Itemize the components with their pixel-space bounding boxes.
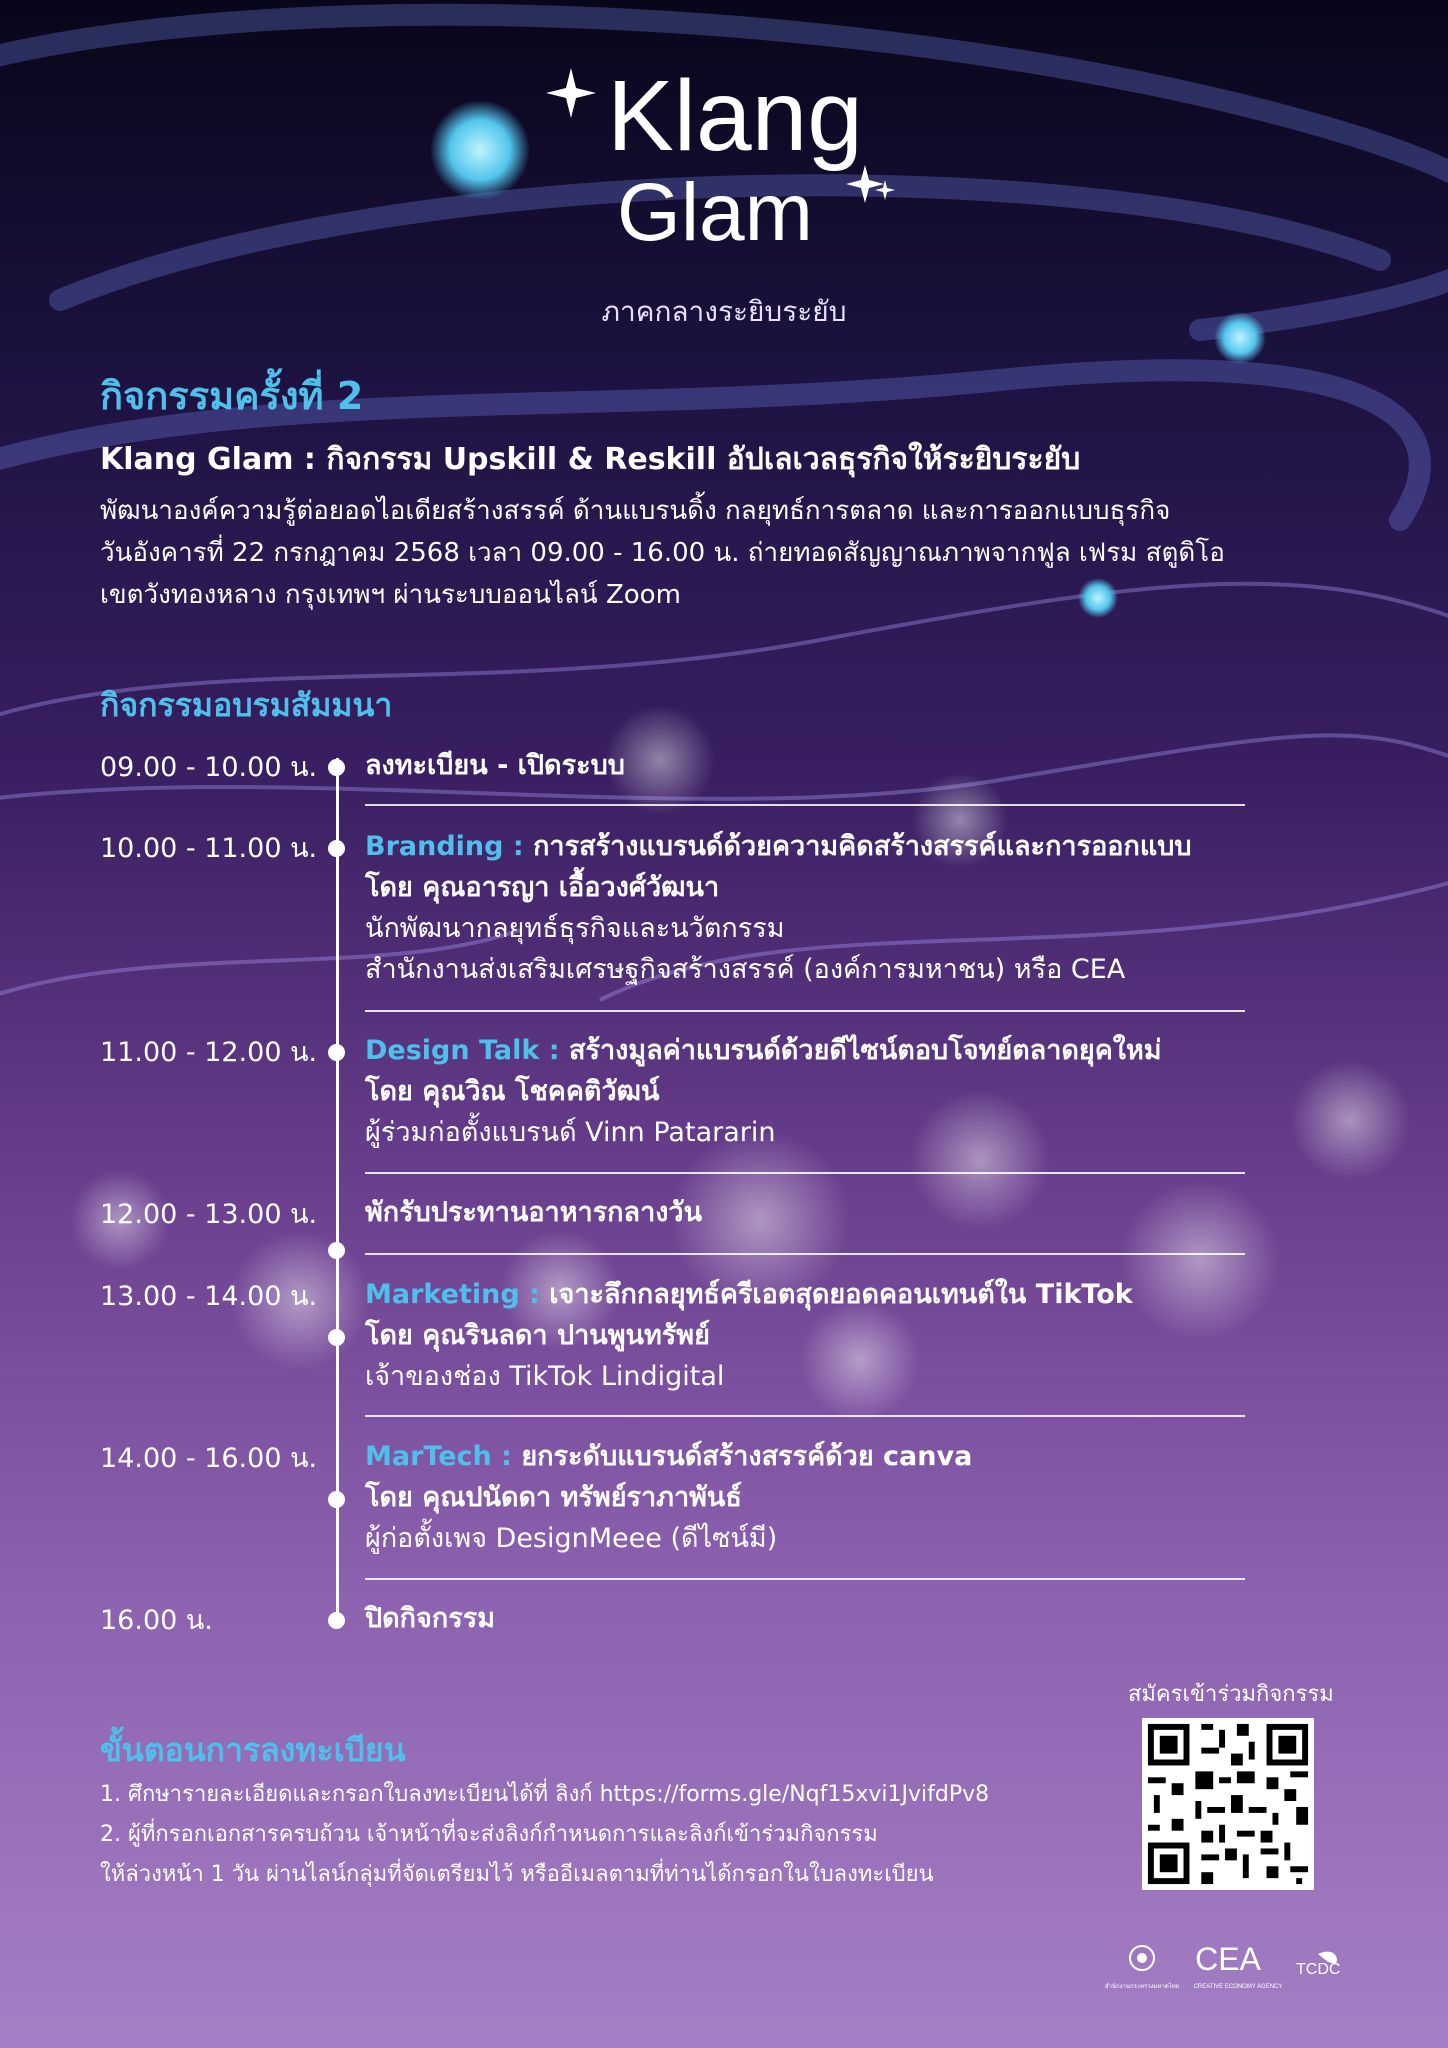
schedule-title: ปิดกิจกรรม [365,1603,495,1634]
schedule-item [100,1598,1350,1678]
divider [365,1253,1245,1255]
speaker-name: โดย คุณอารญา เอื้อวงศ์วัฒนา [365,872,720,903]
description-line: พัฒนาองค์ความรู้ต่อยอดไอเดียสร้างสรรค์ ด้านแบรนดิ้ง กลยุทธ์การตลาด และการออกแบบธุรกิจ [100,496,1171,526]
schedule-title: พักรับประทานอาหารกลางวัน [365,1197,703,1228]
event-round: กิจกรรมครั้งที่ 2 [100,374,364,418]
divider [365,1010,1245,1012]
logo-line2: Glam [617,167,813,258]
svg-text:สำนักงานกระทรวงมหาดไทย: สำนักงานกระทรวงมหาดไทย [1104,1983,1180,1990]
description-line: เขตวังทองหลาง กรุงเทพฯ ผ่านระบบออนไลน์ Zoom [100,580,681,610]
registration-heading: ขั้นตอนการลงทะเบียน [100,1731,406,1769]
schedule-item [100,745,1350,825]
organizer-logos [1104,1930,1350,2010]
svg-text:TCDC: TCDC [1296,1961,1341,1978]
schedule-title: การสร้างแบรนด์ด้วยความคิดสร้างสรรค์และการออกแบบ [533,831,1192,862]
speaker-role: นักพัฒนากลยุทธ์ธุรกิจและนวัตกรรม [365,913,785,944]
schedule-time: 16.00 น. [100,1605,213,1636]
divider [365,1578,1245,1580]
schedule-item [100,1436,1350,1554]
speaker-role: ผู้ก่อตั้งเพจ DesignMeee (ดีไซน์มี) [365,1523,778,1554]
registration-step: ให้ล่วงหน้า 1 วัน ผ่านไลน์กลุ่มที่จัดเตรียมไว้ หรืออีเมลตามที่ท่านได้กรอกในใบลงทะเบียน [100,1862,934,1887]
schedule-item [100,1192,1350,1272]
qr-code[interactable] [1142,1718,1314,1890]
schedule-title: เจาะลึกกลยุทธ์ครีเอตสุดยอดคอนเทนต์ใน TikTok [549,1279,1133,1310]
topic-label: MarTech : [365,1441,522,1472]
schedule-item [100,1030,1350,1148]
timeline-dot [328,1612,345,1629]
divider [365,1415,1245,1417]
qr-label: สมัครเข้าร่วมกิจกรรม [1128,1682,1334,1707]
event-headline: Klang Glam : กิจกรรม Upskill & Reskill อัปเลเวลธุรกิจให้ระยิบระยับ [100,442,1081,477]
registration-steps [100,1775,1100,1895]
timeline-dot [328,1491,345,1508]
schedule-time: 14.00 - 16.00 น. [100,1443,318,1474]
timeline-dot [328,840,345,857]
tagline: ภาคกลางระยิบระยับ [601,295,847,328]
sparkle-icon [546,68,596,118]
divider [365,804,1245,806]
topic-label: Branding : [365,831,534,862]
speaker-name: โดย คุณวิณ โชคคติวัฒน์ [365,1076,660,1107]
registration-step[interactable]: 1. ศึกษารายละเอียดและกรอกใบลงทะเบียนได้ที่ ลิงก์ https://forms.gle/Nqf15xvi1JvifdPv8 [100,1782,990,1807]
schedule-time: 11.00 - 12.00 น. [100,1037,318,1068]
topic-label: Marketing : [365,1279,550,1310]
registration-step: 2. ผู้ที่กรอกเอกสารครบถ้วน เจ้าหน้าที่จะส่งลิงก์กำหนดการและลิงก์เข้าร่วมกิจกรรม [100,1822,878,1847]
schedule-time: 10.00 - 11.00 น. [100,833,318,864]
schedule-title: สร้างมูลค่าแบรนด์ด้วยดีไซน์ตอบโจทย์ตลาดยุคใหม่ [568,1035,1162,1066]
topic-label: Design Talk : [365,1035,569,1066]
klang-glam-logo [0,50,1448,270]
divider [365,1172,1245,1174]
tcdc-logo-icon [1296,1952,1340,1978]
schedule-heading: กิจกรรมอบรมสัมมนา [100,686,393,724]
timeline-dot [328,759,345,776]
timeline-dot [328,1242,345,1259]
speaker-role: สำนักงานส่งเสริมเศรษฐกิจสร้างสรรค์ (องค์การมหาชน) หรือ CEA [365,954,1126,985]
speaker-role: เจ้าของช่อง TikTok Lindigital [365,1361,725,1392]
schedule-time: 13.00 - 14.00 น. [100,1281,318,1312]
timeline-dot [328,1044,345,1061]
timeline-dot [328,1329,345,1346]
speaker-name: โดย คุณปนัดดา ทรัพย์ราภาพันธ์ [365,1482,742,1513]
schedule-title: ลงทะเบียน - เปิดระบบ [365,750,625,781]
svg-text:CREATIVE ECONOMY AGENCY: CREATIVE ECONOMY AGENCY [1193,1984,1283,1990]
cea-logo-icon [1194,1941,1283,1990]
logo-line1: Klang [607,60,863,172]
description-line: วันอังคารที่ 22 กรกฎาคม 2568 เวลา 09.00 - 16.00 น. ถ่ายทอดสัญญาณภาพจากฟูล เฟรม สตูดิโอ [100,538,1225,568]
speaker-name: โดย คุณรินลดา ปานพูนทรัพย์ [365,1320,710,1351]
speaker-role: ผู้ร่วมก่อตั้งแบรนด์ Vinn Patararin [365,1117,776,1148]
event-description [100,490,1360,616]
schedule-item [100,1274,1350,1392]
schedule-time: 09.00 - 10.00 น. [100,752,318,783]
svg-text:CEA: CEA [1195,1941,1261,1977]
schedule-time: 12.00 - 13.00 น. [100,1199,318,1230]
schedule-item [100,826,1350,985]
schedule-title: ยกระดับแบรนด์สร้างสรรค์ด้วย canva [521,1441,973,1472]
